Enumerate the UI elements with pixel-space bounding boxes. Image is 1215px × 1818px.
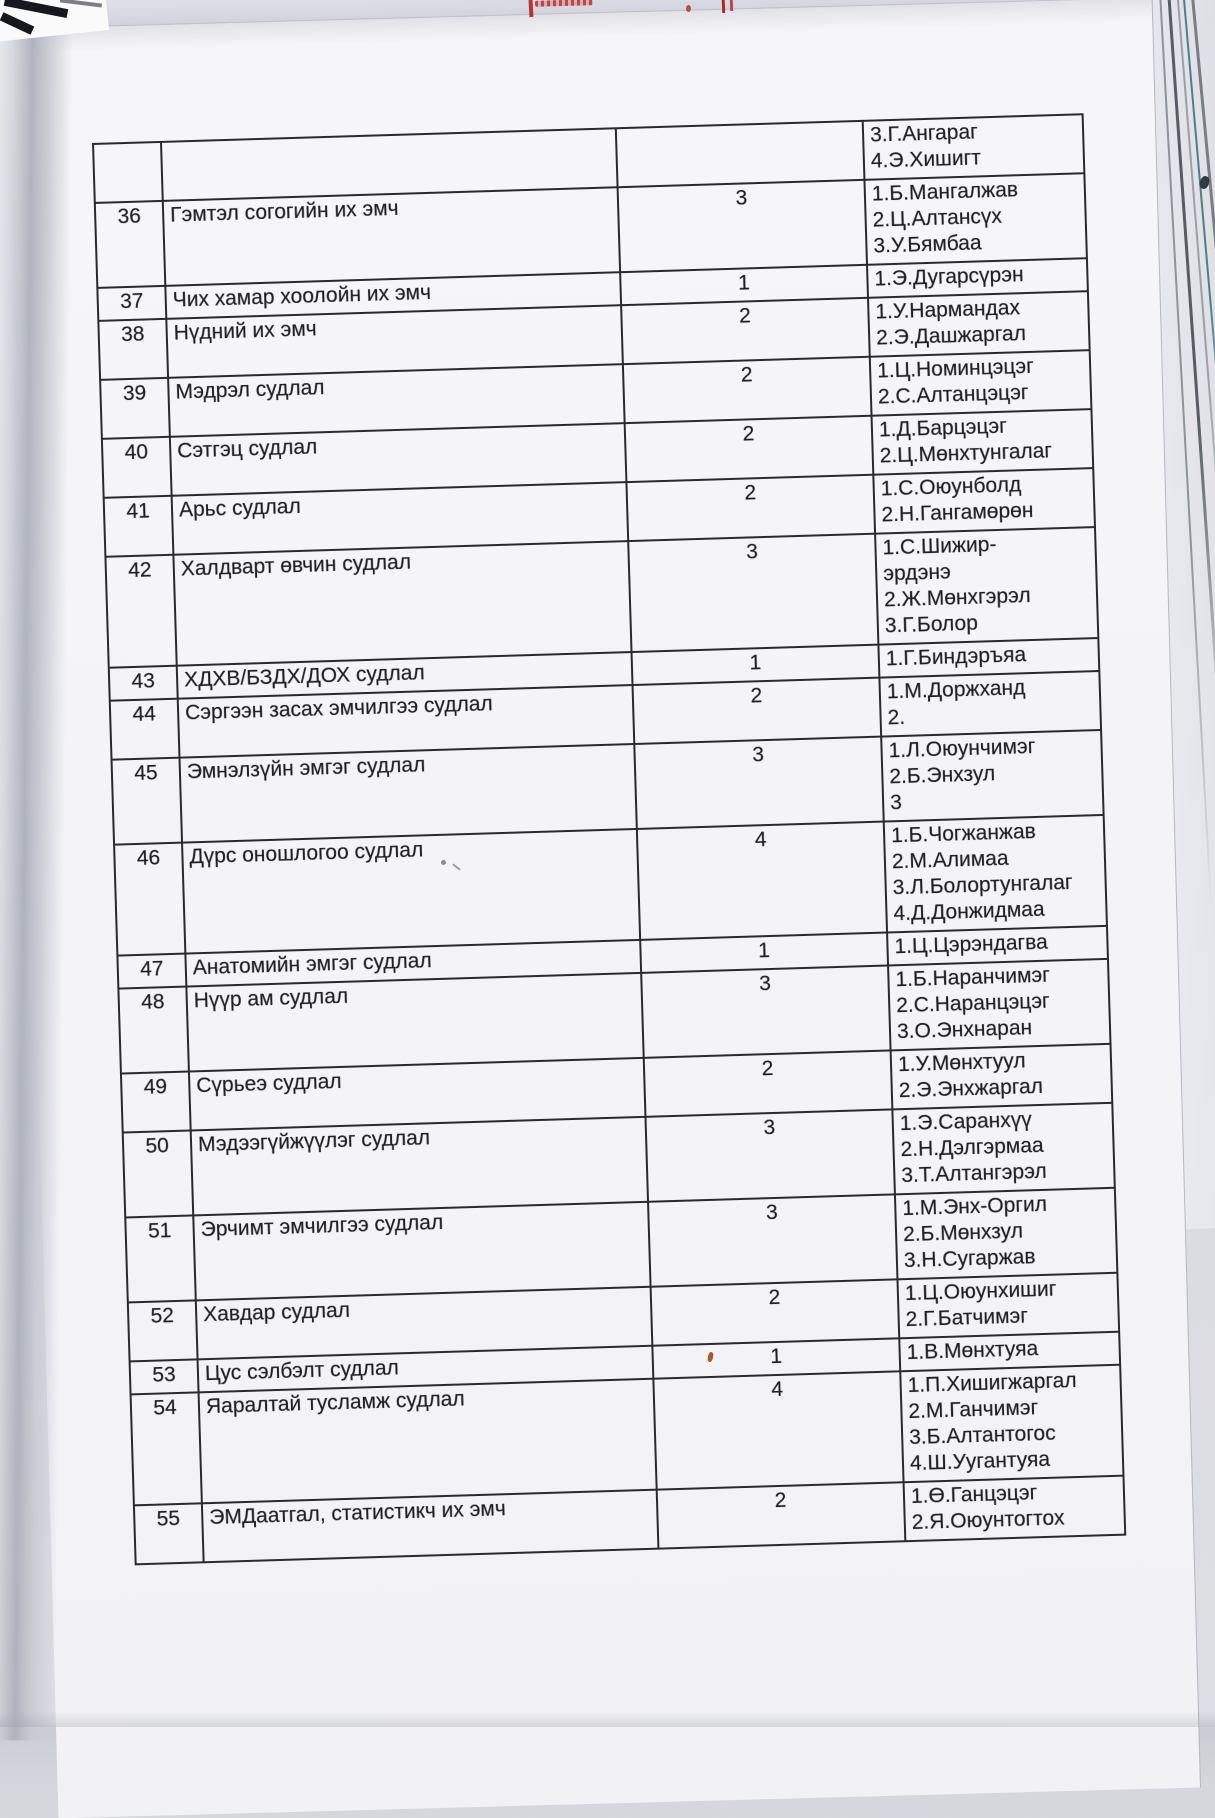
cell-names (891, 1044, 1113, 1110)
name-line: 1.Г.Биндэръяа (885, 643, 1027, 671)
cell-count: 1 (652, 1338, 900, 1378)
cell-names (864, 173, 1086, 265)
cell-row-number: 36 (95, 201, 166, 288)
cell-row-number: 49 (121, 1072, 191, 1133)
cell-specialty: Чих хамар хоолойн их эмч (165, 272, 621, 319)
red-ink-mark (722, 0, 725, 13)
cell-count: 3 (641, 965, 890, 1057)
cell-row-number: 47 (117, 954, 186, 989)
cell-count: 3 (628, 534, 878, 652)
cell-count: 2 (621, 298, 870, 364)
cell-row-number: 39 (100, 378, 170, 439)
name-line: 2.Ж.Мөнхгэрэл (883, 584, 1031, 612)
name-line: 2. (887, 705, 906, 730)
cell-names (875, 527, 1098, 645)
cell-row-number: 51 (125, 1215, 196, 1302)
cell-count: 4 (637, 822, 887, 940)
name-line: 1.Э.Саранхүү (899, 1108, 1033, 1136)
name-line: 1.М.Энх-Оргил (902, 1192, 1048, 1221)
cell-names (897, 1273, 1119, 1339)
cell-count: 2 (657, 1482, 906, 1548)
cell-row-number: 53 (130, 1359, 199, 1394)
cell-specialty: Эрчимт эмчилгээ судлал (193, 1202, 650, 1301)
cell-names (888, 959, 1110, 1051)
red-ink-mark (686, 5, 691, 12)
name-line: 2.Я.Оюунтогтох (911, 1506, 1065, 1535)
name-line: 1.С.Оюунболд (880, 473, 1022, 501)
cell-count: 1 (620, 265, 868, 305)
cell-specialty: Сүрьеэ судлал (189, 1058, 646, 1131)
cell-names (872, 409, 1094, 475)
cell-row-number: 43 (109, 666, 178, 701)
name-line: 4.Д.Донжидмаа (893, 897, 1045, 926)
cell-names (892, 1103, 1114, 1195)
name-line: 4.Э.Хишигт (870, 146, 982, 173)
cell-count: 3 (618, 180, 867, 272)
name-line: 2.С.Алтанцэцэг (877, 381, 1029, 409)
cell-specialty: ХДХВ/БЗДХ/ДОХ судлал (177, 652, 633, 699)
cell-specialty: Нүдний их эмч (166, 305, 623, 378)
cell-row-number (93, 142, 163, 203)
table-body (93, 114, 1125, 1564)
name-line: 1.Д.Барцэцэг (878, 414, 1008, 442)
name-line: 1.Л.Оюунчимэг (888, 734, 1036, 763)
name-line: 3.Н.Сугаржав (903, 1245, 1036, 1273)
cell-count: 1 (640, 932, 888, 972)
name-line: 2.Б.Энхзул (889, 762, 996, 789)
name-line: 2.С.Наранцэцэг (895, 989, 1051, 1018)
cell-row-number: 46 (114, 843, 185, 956)
cell-count: 1 (632, 645, 880, 685)
cell-names (881, 730, 1103, 822)
cell-row-number: 38 (98, 319, 168, 380)
name-line: 1.Б.Мангалжав (871, 178, 1019, 206)
cell-specialty: Сэтгэц судлал (170, 423, 627, 496)
red-ink-mark (730, 0, 733, 11)
cell-row-number: 45 (112, 758, 183, 845)
cell-specialty: Арьс судлал (172, 482, 629, 555)
cell-names (895, 1188, 1117, 1280)
cell-row-number: 42 (105, 555, 176, 668)
cell-row-number: 50 (123, 1130, 194, 1217)
name-line: 1.Ц.Оюунхишиг (904, 1277, 1057, 1306)
cell-specialty: Мэдрэл судлал (168, 364, 625, 437)
name-line: 2.Б.Мөнхзул (902, 1219, 1024, 1247)
pencil-mark (441, 860, 446, 865)
cell-specialty: Яаралтай тусламж судлал (199, 1379, 657, 1504)
cell-specialty: ЭМДаатгал, статистикч их эмч (202, 1490, 659, 1563)
cell-specialty: Халдварт өвчин судлал (173, 541, 631, 666)
cell-specialty: Нүүр ам судлал (186, 973, 643, 1072)
cell-names (884, 815, 1107, 933)
name-line: 4.Ш.Уугантуяа (909, 1447, 1051, 1476)
name-line: эрдэнэ (882, 560, 952, 586)
cell-count: 2 (623, 357, 872, 423)
cell-count: 2 (633, 678, 882, 744)
name-line: 2.Н.Дэлгэрмаа (900, 1133, 1044, 1162)
name-line: 3.Т.Алтангэрэл (901, 1159, 1047, 1188)
name-line: 2.Н.Гангамөрөн (881, 498, 1034, 527)
cell-names (879, 671, 1101, 737)
name-line: 2.Ц.Мөнхтунгалаг (879, 439, 1053, 468)
cell-row-number: 55 (134, 1503, 204, 1564)
name-line: 2.Ц.Алтансүх (872, 204, 1003, 232)
name-line: 1.В.Мөнхтуяа (906, 1337, 1039, 1365)
name-line: 1.С.Шижир- (882, 533, 997, 560)
name-line: 1.Б.Чогжанжав (890, 819, 1037, 848)
name-line: 3.Г.Ангараг (869, 120, 979, 147)
name-line: 2.Э.Энхжаргал (898, 1074, 1044, 1103)
red-ink-mark (529, 0, 534, 17)
staff-table-wrap (92, 113, 1126, 1565)
name-line: 1.Э.Дугарсүрэн (874, 263, 1024, 291)
cell-count: 2 (644, 1050, 893, 1116)
cell-names (863, 114, 1085, 180)
name-line: 3.Г.Болор (884, 611, 979, 638)
cell-names (904, 1476, 1126, 1542)
name-line: 1.У.Мөнхтуул (897, 1049, 1026, 1077)
cell-specialty: Сэргээн засах эмчилгээ судлал (178, 685, 635, 758)
cell-row-number: 48 (118, 987, 189, 1074)
name-line: 1.Б.Наранчимэг (895, 963, 1051, 992)
name-line: 3.Л.Болортунгалаг (892, 870, 1073, 900)
cell-count: 3 (648, 1194, 897, 1286)
cell-row-number: 41 (104, 496, 174, 557)
cell-specialty: Анатомийн эмгэг судлал (185, 940, 641, 987)
name-line: 3.Б.Алтантогос (908, 1421, 1057, 1450)
cell-count: 4 (653, 1371, 903, 1489)
cell-specialty: Гэмтэл согогийн их эмч (163, 187, 620, 286)
cell-specialty: Дүрс оношлогоо судлал (182, 829, 640, 954)
cell-names (900, 1365, 1123, 1483)
cell-count (616, 121, 865, 187)
name-line: 2.М.Ганчимэг (908, 1396, 1039, 1424)
cell-row-number: 54 (131, 1392, 202, 1505)
name-line: 2.М.Алимаа (891, 846, 1009, 874)
name-line: 1.Ө.Ганцэцэг (910, 1481, 1038, 1509)
bottom-edge-shadow (0, 1711, 1215, 1727)
cell-count: 2 (625, 416, 874, 482)
staff-allocation-table (92, 113, 1126, 1565)
cell-specialty: Мэдээгүйжүүлэг судлал (191, 1117, 648, 1216)
cell-count: 3 (634, 737, 883, 829)
cell-specialty: Хавдар судлал (196, 1287, 653, 1360)
cell-names (868, 291, 1090, 357)
cell-row-number: 37 (97, 286, 166, 321)
cell-count: 2 (626, 475, 875, 541)
cell-names (870, 350, 1092, 416)
name-line: 3.У.Бямбаа (873, 231, 982, 258)
name-line: 2.Г.Батчимэг (905, 1304, 1029, 1332)
cell-row-number: 52 (128, 1300, 198, 1361)
name-line: 1.Ц.Цэрэндагва (894, 930, 1049, 959)
name-line: 1.Ц.Номинцэцэг (876, 354, 1035, 383)
cell-row-number: 40 (102, 437, 172, 498)
name-line: 3 (889, 790, 903, 815)
cell-specialty: Эмнэлзүйн эмгэг судлал (179, 744, 636, 843)
cell-specialty: Цус сэлбэлт судлал (198, 1346, 654, 1393)
name-line: 3.О.Энхнаран (896, 1016, 1033, 1044)
name-line: 1.П.Хишигжаргал (907, 1369, 1077, 1398)
name-line: 1.М.Доржханд (886, 676, 1026, 704)
cell-count: 2 (651, 1279, 900, 1345)
name-line: 2.Э.Дашжаргал (875, 322, 1027, 350)
cell-row-number: 44 (110, 699, 180, 760)
cell-names (873, 468, 1095, 534)
name-line: 1.У.Нармандах (875, 296, 1021, 324)
cell-count: 3 (645, 1109, 894, 1201)
